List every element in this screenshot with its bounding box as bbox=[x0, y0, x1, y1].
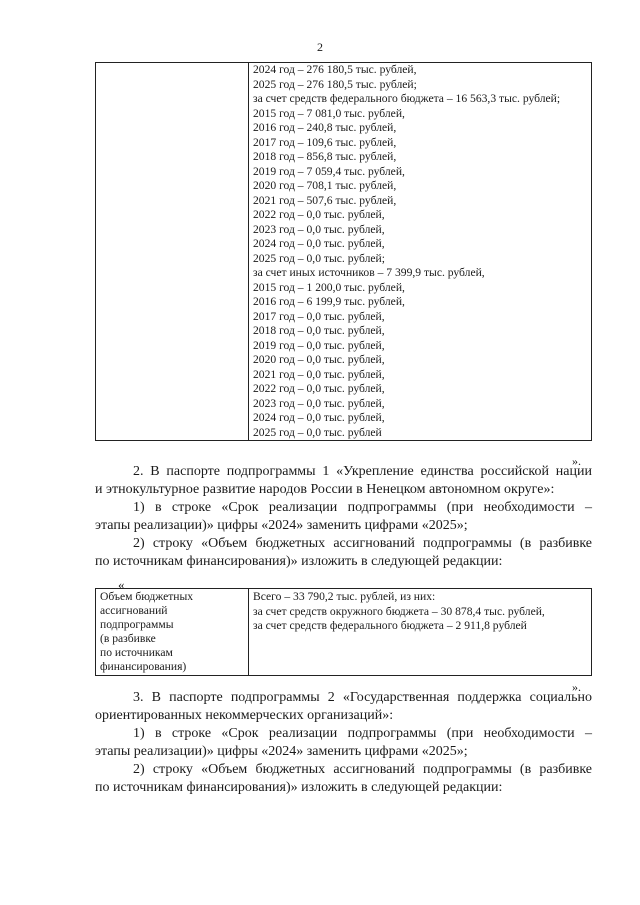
paragraph-line: 3. В паспорте подпрограммы 2 «Государственная поддержка социально bbox=[133, 690, 592, 705]
budget-label-line: ассигнований bbox=[100, 604, 168, 617]
funding-line: 2025 год – 0,0 тыс. рублей bbox=[253, 425, 382, 439]
funding-table-value-cell bbox=[249, 63, 592, 441]
budget-table-label-cell bbox=[96, 589, 249, 676]
funding-line: 2023 год – 0,0 тыс. рублей, bbox=[253, 396, 385, 410]
budget-label bbox=[96, 589, 248, 675]
funding-line: 2023 год – 0,0 тыс. рублей, bbox=[253, 222, 385, 236]
budget-value-line: за счет средств окружного бюджета – 30 878,4 тыс. рублей, bbox=[253, 604, 545, 618]
paragraph-3-2 bbox=[95, 761, 592, 797]
budget-table-value-cell bbox=[249, 589, 592, 676]
paragraph-3 bbox=[95, 689, 592, 725]
paragraph-line: этапы реализации)» цифры «2024» заменить цифрами «2025»; bbox=[95, 518, 468, 533]
budget-label-line: подпрограммы bbox=[100, 618, 174, 631]
paragraph-2-2 bbox=[95, 535, 592, 571]
funding-line: 2021 год – 507,6 тыс. рублей, bbox=[253, 193, 397, 207]
funding-line: 2021 год – 0,0 тыс. рублей, bbox=[253, 367, 385, 381]
funding-line: 2016 год – 240,8 тыс. рублей, bbox=[253, 121, 397, 134]
funding-line: 2019 год – 0,0 тыс. рублей, bbox=[253, 338, 385, 352]
funding-table-label-cell bbox=[96, 63, 249, 441]
funding-line: 2016 год – 6 199,9 тыс. рублей, bbox=[253, 295, 405, 308]
budget-table-closing-quote: ». bbox=[572, 680, 581, 694]
funding-line: 2025 год – 276 180,5 тыс. рублей; bbox=[253, 77, 417, 91]
funding-table bbox=[95, 62, 592, 441]
budget-table bbox=[95, 588, 592, 676]
budget-value-line: Всего – 33 790,2 тыс. рублей, из них: bbox=[253, 590, 436, 603]
funding-line: 2022 год – 0,0 тыс. рублей, bbox=[253, 208, 385, 221]
paragraph-line: 2) строку «Объем бюджетных ассигнований подпрограммы (в разбивке bbox=[133, 762, 592, 777]
funding-line: 2017 год – 0,0 тыс. рублей, bbox=[253, 309, 385, 323]
paragraph-2 bbox=[95, 463, 592, 499]
budget-table-opening-quote: « bbox=[118, 577, 125, 592]
budget-label-line: (в разбивке bbox=[100, 632, 156, 645]
funding-line: за счет иных источников – 7 399,9 тыс. рублей, bbox=[253, 266, 485, 279]
funding-line: за счет средств федерального бюджета – 16 563,3 тыс. рублей; bbox=[253, 92, 561, 105]
budget-label-line: Объем бюджетных bbox=[100, 590, 194, 603]
funding-line: 2024 год – 0,0 тыс. рублей, bbox=[253, 411, 385, 424]
funding-table-closing-quote: ». bbox=[572, 454, 581, 468]
funding-line: 2015 год – 7 081,0 тыс. рублей, bbox=[253, 106, 405, 120]
paragraph-line: по источникам финансирования)» изложить в следующей редакции: bbox=[95, 780, 503, 795]
paragraph-line: ориентированных некоммерческих организаций»: bbox=[95, 708, 394, 723]
funding-line: 2025 год – 0,0 тыс. рублей; bbox=[253, 251, 385, 265]
paragraph-line: 2. В паспорте подпрограммы 1 «Укрепление единства российской нации bbox=[133, 464, 592, 479]
funding-line: 2017 год – 109,6 тыс. рублей, bbox=[253, 135, 397, 149]
budget-label-line: финансирования) bbox=[100, 660, 187, 673]
paragraph-3-1 bbox=[95, 725, 592, 761]
page-number: 2 bbox=[317, 40, 323, 54]
funding-line: 2024 год – 0,0 тыс. рублей, bbox=[253, 237, 385, 250]
budget-label-line: по источникам bbox=[100, 646, 173, 659]
paragraph-line: 1) в строке «Срок реализации подпрограммы (при необходимости – bbox=[133, 726, 592, 741]
funding-lines bbox=[249, 63, 591, 440]
funding-line: 2019 год – 7 059,4 тыс. рублей, bbox=[253, 164, 405, 178]
budget-value-line: за счет средств федерального бюджета – 2 911,8 рублей bbox=[253, 619, 527, 632]
paragraph-line: по источникам финансирования)» изложить в следующей редакции: bbox=[95, 554, 503, 569]
paragraph-line: этапы реализации)» цифры «2024» заменить цифрами «2025»; bbox=[95, 744, 468, 759]
funding-line: 2018 год – 0,0 тыс. рублей, bbox=[253, 324, 385, 337]
paragraph-2-1 bbox=[95, 499, 592, 535]
paragraph-line: и этнокультурное развитие народов России в Ненецком автономном округе»: bbox=[95, 482, 555, 497]
funding-line: 2020 год – 0,0 тыс. рублей, bbox=[253, 353, 385, 366]
paragraph-line: 2) строку «Объем бюджетных ассигнований подпрограммы (в разбивке bbox=[133, 536, 592, 551]
funding-line: 2018 год – 856,8 тыс. рублей, bbox=[253, 150, 397, 163]
funding-line: 2024 год – 276 180,5 тыс. рублей, bbox=[253, 63, 417, 76]
paragraph-line: 1) в строке «Срок реализации подпрограммы (при необходимости – bbox=[133, 500, 592, 515]
funding-line: 2015 год – 1 200,0 тыс. рублей, bbox=[253, 280, 405, 294]
funding-line: 2020 год – 708,1 тыс. рублей, bbox=[253, 179, 397, 192]
funding-line: 2022 год – 0,0 тыс. рублей, bbox=[253, 382, 385, 395]
budget-values bbox=[249, 589, 591, 635]
